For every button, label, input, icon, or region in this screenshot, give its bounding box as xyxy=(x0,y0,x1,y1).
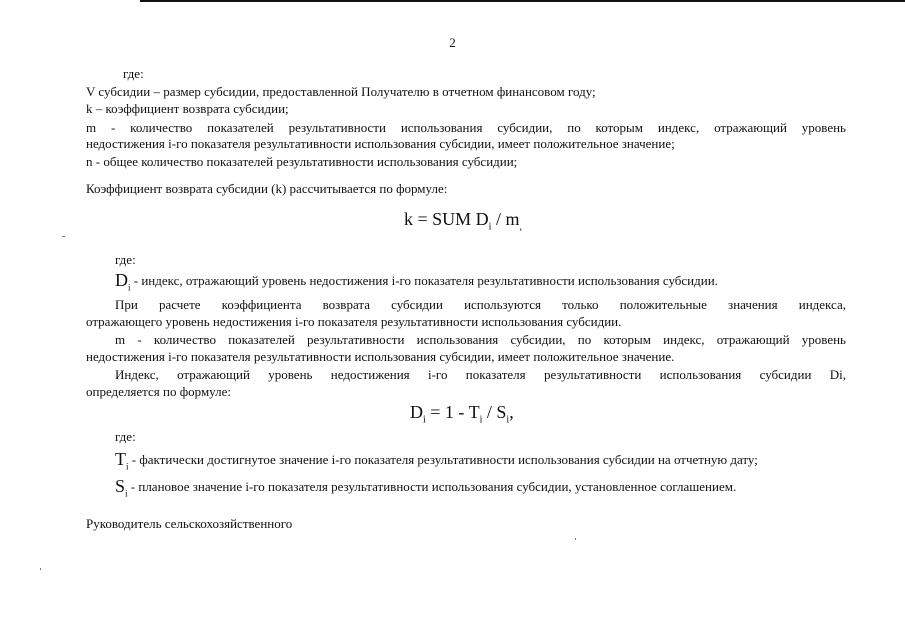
definition-m-line1: m - количество показателей результативности использования субсидии, по которым индекс, отражающий уровень xyxy=(86,120,846,135)
si-symbol: $S_i$ xyxy=(115,476,128,499)
ti-symbol: $T_i$ xyxy=(115,449,129,472)
scan-speck xyxy=(40,568,41,570)
formula-k-lhs: k = SUM D xyxy=(404,209,489,229)
formula-d-slash: / S xyxy=(482,402,507,422)
formula-d-sub: i xyxy=(423,414,426,426)
formula-d-symbol: D xyxy=(410,402,423,422)
signature-line: Руководитель сельскохозяйственного xyxy=(86,516,293,531)
formula-t-sub: i xyxy=(479,414,483,426)
formula-s-sub: i xyxy=(506,414,510,426)
where-label-3: где: xyxy=(115,429,136,444)
formula-d-mid: = 1 - T xyxy=(425,402,480,422)
scan-speck xyxy=(62,236,65,237)
para1-line1: При расчете коэффициента возврата субсидии используются только положительные значения индекса, xyxy=(115,297,846,312)
top-border-line xyxy=(140,0,905,2)
definition-ti xyxy=(115,451,758,475)
definition-di xyxy=(115,272,718,296)
formula-d xyxy=(410,401,514,432)
definition-k: k – коэффициент возврата субсидии; xyxy=(86,101,289,116)
formula-k xyxy=(404,208,522,239)
si-text: - плановое значение i-го показателя результативности использования субсидии, установленное соглашением. xyxy=(127,479,737,494)
page-number: 2 xyxy=(449,35,456,50)
where-label-1: где: xyxy=(123,66,144,81)
coefficient-intro: Коэффициент возврата субсидии (k) рассчитывается по формуле: xyxy=(86,181,448,196)
di-text: - индекс, отражающий уровень недостижения i-го показателя результативности использования субсидии. xyxy=(130,273,718,288)
definition-m-line2: недостижения i-го показателя результативности использования субсидии, имеет положительное значение; xyxy=(86,136,675,151)
scan-speck xyxy=(575,538,576,540)
formula-k-rhs: / m xyxy=(491,209,520,229)
ti-text: - фактически достигнутое значение i-го показателя результативности использования субсидии на отчетную дату; xyxy=(128,452,758,467)
di-symbol: $D_i$ xyxy=(115,270,131,293)
para2-line1: m - количество показателей результативности использования субсидии, по которым индекс, отражающий уровень xyxy=(115,332,846,347)
para2-line2: недостижения i-го показателя результативности использования субсидии, имеет положительное значение. xyxy=(86,349,675,364)
para3-line1: Индекс, отражающий уровень недостижения i-го показателя результативности использования субсидии Di, xyxy=(115,367,846,382)
para1-line2: отражающего уровень недостижения i-го показателя результативности использования субсидии. xyxy=(86,314,622,329)
para3-line2: определяется по формуле: xyxy=(86,384,231,399)
formula-k-comma: , xyxy=(519,221,522,233)
definition-n: n - общее количество показателей результативности использования субсидии; xyxy=(86,154,518,169)
where-label-2: где: xyxy=(115,252,136,267)
definition-si xyxy=(115,478,736,502)
formula-k-sub: i xyxy=(488,221,492,233)
definition-v: V субсидии – размер субсидии, предоставленной Получателю в отчетном финансовом году; xyxy=(86,84,596,99)
formula-d-comma: , xyxy=(509,402,514,422)
